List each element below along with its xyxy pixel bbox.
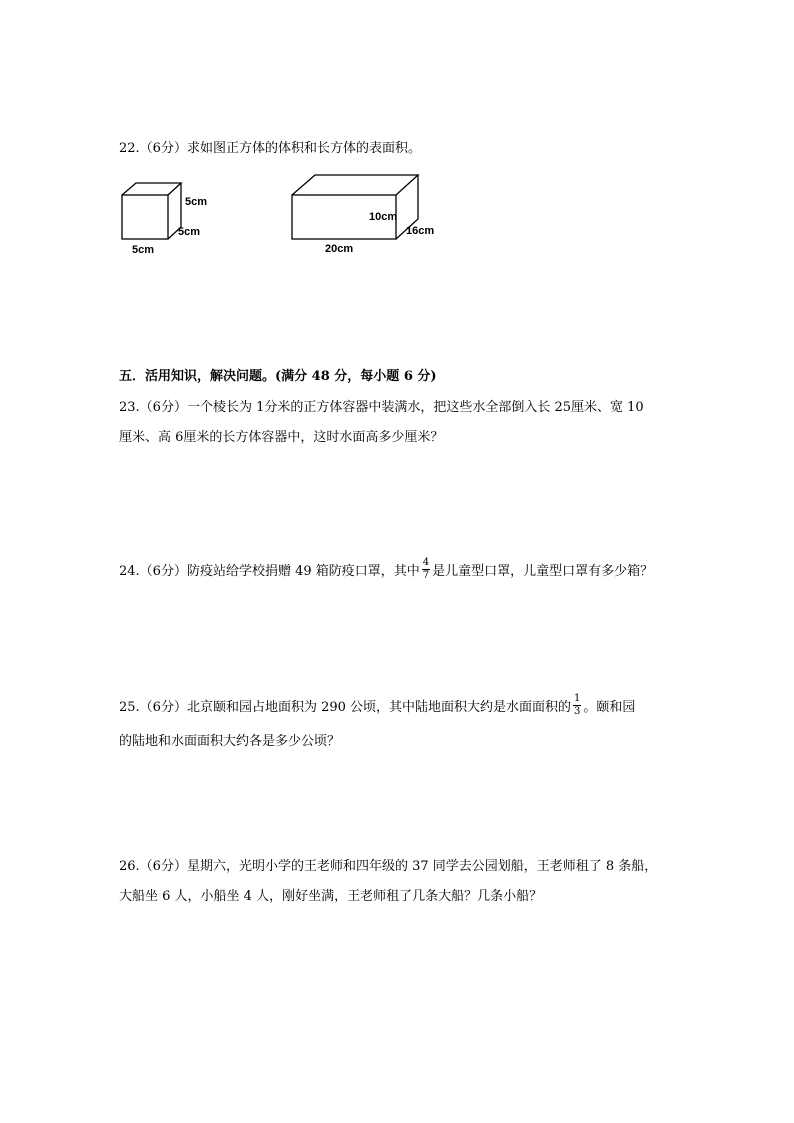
cube-top-face	[122, 183, 181, 195]
question-25-after: 。颐和园	[583, 700, 636, 715]
question-24-text	[119, 557, 654, 583]
question-23-line-1: 23.（6分）一个棱长为 1分米的正方体容器中装满水，把这些水全部倒入长 25厘米、宽 10	[119, 400, 644, 415]
question-26-line-1: 26.（6分）星期六，光明小学的王老师和四年级的 37 同学去公园划船，王老师租了 8 条船，	[119, 859, 658, 874]
question-25-line-1	[119, 693, 636, 719]
question-24-after: 是儿童型口罩，儿童型口罩有多少箱？	[432, 564, 654, 579]
cube-depth-label: 5cm	[178, 226, 201, 238]
fraction-denominator: 3	[574, 706, 581, 717]
section-5-heading: 五．活用知识，解决问题。(满分 48 分，每小题 6 分)	[119, 369, 437, 384]
question-25-before: 25.（6分）北京颐和园占地面积为 290 公顷，其中陆地面积大约是水面面积的	[119, 700, 572, 715]
question-23-line-2: 厘米、高 6厘米的长方体容器中，这时水面高多少厘米？	[119, 430, 444, 445]
fraction-numerator: 1	[574, 693, 581, 704]
cuboid-length-label: 20cm	[325, 243, 354, 255]
question-25-line-2: 的陆地和水面面积大约各是多少公顷？	[119, 734, 341, 749]
question-26-line-2: 大船坐 6 人，小船坐 4 人，刚好坐满，王老师租了几条大船？几条小船？	[119, 889, 543, 904]
cuboid-figure	[285, 170, 450, 260]
cuboid-height-label: 10cm	[369, 211, 398, 223]
fraction-four-sevenths	[422, 558, 430, 581]
cuboid-top-face	[292, 175, 418, 195]
cube-figure	[115, 175, 225, 260]
cube-width-label: 5cm	[132, 244, 155, 256]
cube-front-face	[122, 195, 168, 239]
question-22-text: 22.（6分）求如图正方体的体积和长方体的表面积。	[119, 141, 421, 156]
cube-height-label: 5cm	[185, 196, 208, 208]
fraction-one-third	[573, 694, 581, 717]
fraction-numerator: 4	[422, 557, 430, 568]
fraction-denominator: 7	[422, 570, 430, 581]
question-24-before: 24.（6分）防疫站给学校捐赠 49 箱防疫口罩，其中	[119, 564, 420, 579]
cuboid-depth-label: 16cm	[406, 225, 435, 237]
